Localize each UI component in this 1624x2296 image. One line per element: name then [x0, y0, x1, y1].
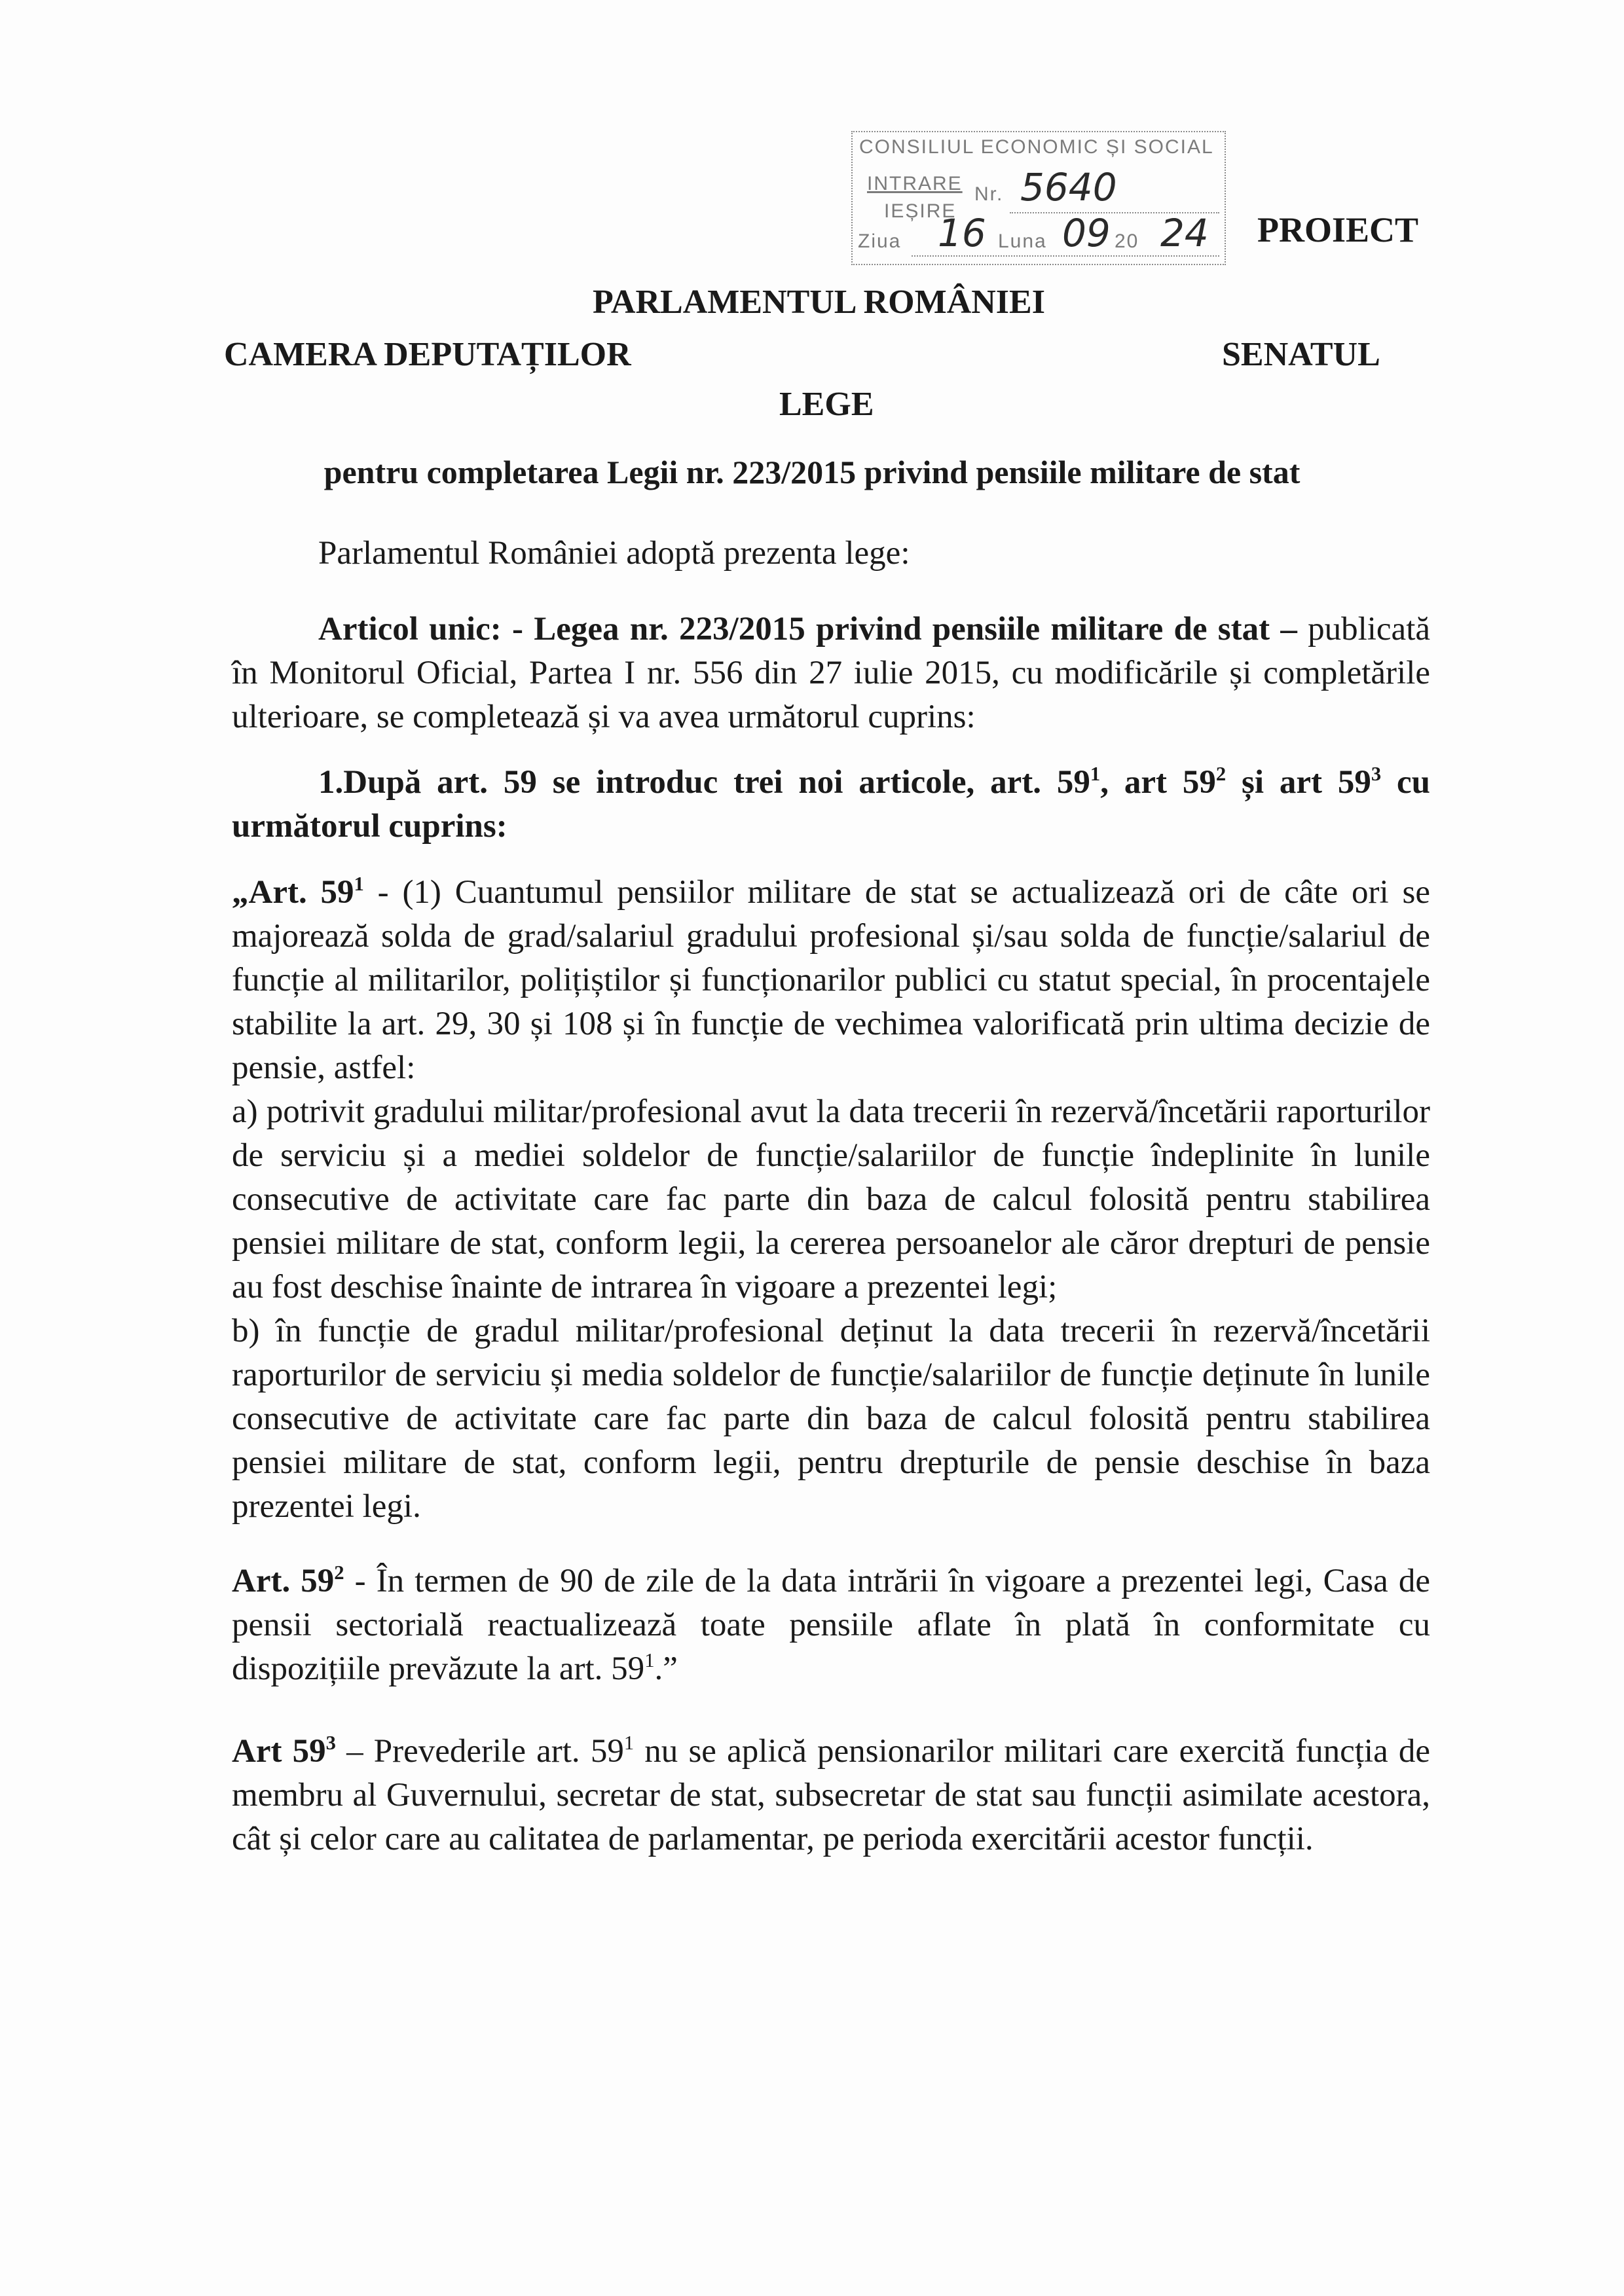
- stamp-year-value: 24: [1160, 211, 1209, 255]
- point-1-paragraph: [232, 761, 1430, 848]
- art-59-1-sup: 1: [354, 873, 364, 896]
- art-59-2-end: .”: [654, 1650, 678, 1687]
- point-1-text-a: 1.După art. 59 se introduc trei noi articole, art. 59: [318, 764, 1090, 801]
- point-1-text-d: cu următorul cuprins:: [232, 764, 1431, 845]
- art-59-3-ref-sup: 1: [623, 1732, 635, 1755]
- articol-unic-text: publicată în Monitorul Oficial, Partea I nr. 556 din 27 iulie 2015, cu modificările și completările ulterioare, se completează și va avea următorul cuprins:: [232, 611, 1430, 735]
- article-59-1: [232, 871, 1430, 1529]
- stamp-nr-value: 5640: [1020, 165, 1117, 210]
- law-subtitle: pentru completarea Legii nr. 223/2015 privind pensiile militare de stat: [323, 454, 1301, 490]
- art-59-1-text: - (1) Cuantumul pensiilor militare de stat se actualizează ori de câte ori se majorează solda de grad/salariul gradului profesional și/sau solda de funcție/salariul de funcție al militarilor, polițiștilor și funcționarilor publici cu statut special, în procentajele stabilite la art. 29, 30 și 108 și în funcție de vechimea valorificată prin ultima decizie de pensie, astfel:: [232, 874, 1431, 1086]
- parliament-title: PARLAMENTUL ROMÂNIEI: [593, 283, 1045, 321]
- senatul-label: SENATUL: [1222, 336, 1380, 373]
- art-59-1-point-a: a) potrivit gradului militar/profesional avut la data trecerii în rezervă/încetării raporturilor de serviciu și a mediei soldelor de funcție/salariilor de funcție îndeplinite în lunile consecutive de activitate care fac parte din baza de calcul folosită pentru stabilirea pensiei militare de stat, conform legii, la cererea persoanelor ale căror drepturi de pensie au fost deschise înainte de intrarea în vigoare a prezentei legi;: [232, 1093, 1430, 1305]
- art-59-2-sup: 2: [334, 1561, 344, 1584]
- articol-unic-bold: - Legea nr. 223/2015 privind pensiile militare de stat –: [501, 611, 1297, 647]
- art-59-2-ref-sup: 1: [644, 1649, 655, 1672]
- lege-title: LEGE: [779, 386, 874, 423]
- art-59-1-point-b: b) în funcție de gradul militar/profesional deținut la data trecerii în rezervă/încetării raporturilor de serviciu și media soldelor de funcție/salariilor de funcție deținute în lunile consecutive de activitate care fac parte din baza de calcul folosită pentru stabilirea pensiei militare de stat, conform legii, pentru drepturile de pensie deschise în baza prezentei legi.: [232, 1313, 1430, 1525]
- art-59-3-text-a: – Prevederile art. 59: [335, 1733, 624, 1770]
- art-59-3-sup: 3: [325, 1732, 336, 1755]
- art-59-2-prefix: Art. 59: [232, 1563, 335, 1599]
- stamp-intrare-label: INTRARE: [867, 173, 963, 194]
- point-1-sup-1: 1: [1090, 763, 1101, 786]
- stamp-year-prefix: 20: [1115, 230, 1139, 252]
- stamp-ziua-value: 16: [938, 211, 986, 255]
- point-1-sup-2: 2: [1215, 763, 1227, 786]
- articol-unic-paragraph: [232, 608, 1430, 739]
- art-59-1-prefix: „Art. 59: [232, 874, 354, 911]
- adoption-statement: [318, 532, 1431, 575]
- article-59-3: [232, 1730, 1430, 1861]
- art-59-2-text: - În termen de 90 de zile de la data intrării în vigoare a prezentei legi, Casa de pensii sectorială reactualizează toate pensiile aflate în plată în conformitate cu dispozițiile prevăzute la art. 59: [232, 1563, 1430, 1687]
- adoption-text: Parlamentul României adoptă prezenta lege:: [318, 535, 910, 572]
- point-1-sup-3: 3: [1371, 763, 1382, 786]
- point-1-text-c: și art 59: [1226, 764, 1371, 801]
- stamp-institution: CONSILIUL ECONOMIC ȘI SOCIAL: [859, 136, 1214, 158]
- stamp-ziua-label: Ziua: [858, 230, 902, 252]
- art-59-3-text-b: nu se aplică pensionarilor militari care exercită funcția de membru al Guvernului, secretar de stat, subsecretar de stat sau funcții asimilate acestora, cât și celor care au calitatea de parlamentar, pe perioda exercitării acestor funcții.: [232, 1733, 1431, 1857]
- articol-unic-label: Articol unic:: [318, 611, 502, 647]
- stamp-iesire-label: IEȘIRE: [884, 200, 957, 222]
- stamp-luna-value: 09: [1062, 211, 1111, 255]
- proiect-label: PROIECT: [1257, 210, 1419, 249]
- point-1-text-b: , art 59: [1100, 764, 1216, 801]
- art-59-3-prefix: Art 59: [232, 1733, 326, 1770]
- registration-stamp: [851, 131, 1226, 265]
- camera-deputatilor-label: CAMERA DEPUTAȚILOR: [224, 336, 631, 373]
- stamp-date-line: [912, 255, 1219, 257]
- stamp-nr-label: Nr.: [974, 183, 1004, 205]
- stamp-luna-label: Luna: [998, 230, 1047, 252]
- article-59-2: [232, 1559, 1430, 1691]
